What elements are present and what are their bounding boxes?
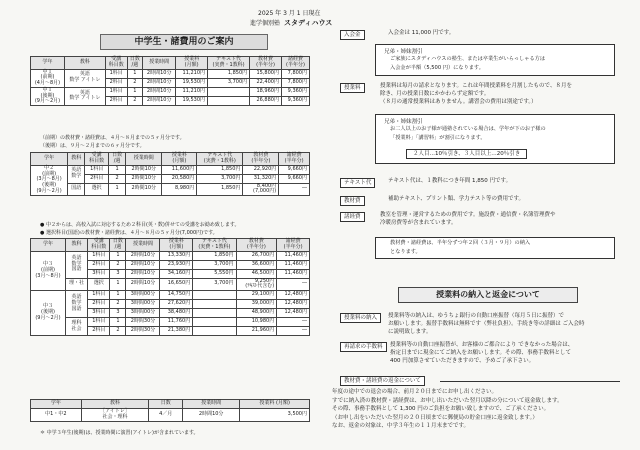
table4-note: ＊ 中学３年生(後期)は、授業時間に演習(アイトレ)が含まれています。: [40, 430, 199, 436]
aitore-fee-table: [30, 399, 310, 422]
misc-fee-text: [380, 212, 556, 228]
grade-cell: 中３ (前期) (3月～8月): [31, 251, 66, 291]
material-fee-text: 補助テキスト、プリント類、学力テスト等の費用です。: [388, 196, 525, 202]
text-fee-text: テキスト代は、１教科につき年間 1,850 円です。: [388, 178, 512, 184]
table-cell: 2時間10分: [183, 409, 240, 422]
reissue-fee-label: 再請求の手数料: [340, 342, 387, 352]
grade-cell: 中１ (後期) (9月～2月): [31, 87, 65, 105]
payment-line-2: お願いします。振替手数料は無料です（弊社負担）。手続き等の詳細は ご入会時: [388, 320, 585, 327]
tuition-discount-title: 兄弟・姉妹割引: [384, 119, 423, 125]
table-cell: 7,800円: [281, 69, 309, 78]
table-cell: 1: [109, 165, 126, 174]
column-header: 授業料 (月額): [162, 153, 197, 166]
tuition-line-2: 除き、月の授業日数にかかわらず定額です。: [380, 90, 490, 97]
column-header: 学年: [31, 400, 82, 409]
table-cell: 12,480円: [277, 300, 310, 309]
table-cell: 27,620円: [160, 300, 193, 309]
table-cell: 1,850円: [197, 183, 243, 196]
table-cell: [193, 318, 236, 327]
column-header: 授業料 (月額): [240, 400, 310, 409]
table-cell: 11,210円: [176, 69, 208, 78]
table-row: [31, 69, 310, 78]
table-cell: 23,930円: [160, 260, 193, 269]
table-cell: 12,480円: [277, 309, 310, 318]
tuition-discount-line-1: お二人以上のお子様が通塾されている場合は、学年が下のお子様の: [390, 126, 546, 132]
table-cell: 2時間10分: [143, 87, 176, 96]
table-cell: [208, 87, 250, 96]
table-cell: 1科目: [85, 165, 109, 174]
table-cell: 3,700円: [193, 260, 236, 269]
table-cell: 2時間10分: [126, 251, 160, 260]
refund-label: 教材費・諸経費の返金について: [340, 376, 425, 386]
table-cell: 3,700円: [208, 78, 250, 87]
column-header: 授業時間: [183, 400, 240, 409]
subject-cell: 英語 数学 アイトレ: [64, 69, 105, 87]
payment-text: [388, 313, 585, 337]
column-header: 授業時間: [143, 57, 176, 70]
discount-rate-chip: ２人目…10％引き、３人目以上…20％引き: [406, 149, 527, 159]
table-cell: 2時間10分: [143, 78, 176, 87]
column-header: 日数: [149, 400, 183, 409]
column-header: テキスト代 (実費・1教科): [208, 57, 250, 70]
table-cell: 9,250円 (ﾃｷｽﾄ代含む): [236, 278, 277, 291]
admission-text: 入会金は 11,000 円です。: [388, 30, 455, 36]
table-row: [31, 278, 310, 291]
table-cell: 1: [109, 183, 126, 196]
table-cell: 2科目: [105, 78, 127, 87]
table-cell: 3科目: [88, 269, 110, 278]
grade3-fee-table: [30, 238, 310, 336]
payment-label: 授業料の納入: [340, 313, 381, 323]
table-cell: 選択: [88, 278, 110, 291]
table-cell: 2: [127, 96, 143, 105]
grade-cell: 中１ (前期) (4月～8月): [31, 69, 65, 87]
table-cell: 11,460円: [277, 260, 310, 269]
column-header: 学年: [31, 57, 65, 70]
subject-cell: 英語 数学 国語: [65, 251, 87, 278]
misc-fee-label: 諸経費: [340, 212, 365, 222]
table-cell: 1科目: [88, 291, 110, 300]
admission-sibling-line-2: 入会金が半額（5,500 円）になります。: [390, 65, 484, 71]
column-header: 授業時間: [126, 239, 160, 252]
subject-cell: 英語 数学: [68, 165, 85, 183]
column-header: 教材費 (半年分): [243, 153, 279, 166]
table-cell: 21,960円: [236, 327, 277, 336]
table-cell: 11,600円: [162, 165, 197, 174]
table-cell: 8,400円 (7,000円): [243, 183, 279, 196]
table-cell: 13,330円: [160, 251, 193, 260]
table-cell: 1,850円: [208, 69, 250, 78]
refund-text: [332, 388, 563, 431]
table-cell: 2科目: [85, 174, 109, 183]
table-header-row: [31, 57, 310, 70]
table-cell: 2科目: [88, 260, 110, 269]
table-cell: 22,400円: [250, 78, 282, 87]
table-cell: 16,650円: [160, 278, 193, 291]
table-cell: 3時間00分: [126, 309, 160, 318]
semester-payment-box: [375, 237, 615, 259]
table-cell: 9,360円: [281, 96, 309, 105]
table-cell: 2時間10分: [126, 269, 160, 278]
table-cell: 1: [110, 251, 126, 260]
table-header-row: [31, 153, 310, 166]
school-name: スタディハウス: [284, 19, 333, 27]
table-cell: 3,700円: [197, 174, 243, 183]
column-header: 教材費 (半年分): [236, 239, 277, 252]
table-cell: 3,700円: [193, 278, 236, 291]
column-header: 日数 /週: [109, 153, 126, 166]
admission-sibling-line-1: ご家族にスタディハウスの塾生、または卒業生がいらっしゃる方は: [390, 56, 546, 62]
table-header-row: [31, 239, 310, 252]
column-header: 教科: [68, 153, 85, 166]
table-cell: 1: [127, 69, 143, 78]
page-title: 中学生・諸費用のご案内: [100, 34, 268, 50]
table-cell: 4／月: [149, 409, 183, 422]
table-cell: 11,760円: [160, 318, 193, 327]
table-cell: 31,320円: [243, 174, 279, 183]
grade1-fee-table: [30, 56, 310, 106]
table-cell: ―: [277, 278, 310, 291]
column-header: 受講 科目数: [85, 153, 109, 166]
column-header: 受講 科目数: [105, 57, 127, 70]
table-cell: [208, 96, 250, 105]
table-cell: 10,980円: [236, 318, 277, 327]
table-cell: 2時間10分: [143, 69, 176, 78]
table-cell: [193, 300, 236, 309]
reissue-line-3: 400 円加算させていただきますので、予めご了承下さい。: [390, 357, 535, 364]
material-fee-label: 教材費: [340, 196, 365, 206]
table-cell: 9,660円: [279, 165, 310, 174]
tuition-line-3: （８月の通常授業料はありません。講習会の費用は別途です。）: [380, 98, 537, 105]
column-header: 学年: [31, 239, 66, 252]
table-cell: 1: [110, 318, 126, 327]
table-cell: 12,480円: [277, 291, 310, 300]
table-row: [31, 318, 310, 327]
reissue-text: [390, 342, 573, 366]
misc-line-1: 教室を管理・運営するための費用です。施設費・通信費・名簿管理費や: [380, 212, 556, 218]
table-cell: 2時間30分: [126, 327, 160, 336]
table-cell: 11,460円: [277, 269, 310, 278]
table-cell: 39,000円: [236, 300, 277, 309]
table-cell: 7,800円: [281, 78, 309, 87]
payment-section-title: 授業料の納入と返金について: [398, 287, 578, 303]
table-cell: ―: [277, 327, 310, 336]
table-cell: 1科目: [105, 69, 127, 78]
table-cell: 9,360円: [281, 87, 309, 96]
column-header: 日数 /週: [110, 239, 126, 252]
column-header: 教科: [81, 400, 149, 409]
table-cell: 1科目: [88, 251, 110, 260]
table-cell: [193, 309, 236, 318]
table-cell: 29,100円: [236, 291, 277, 300]
table-cell: 2科目: [88, 300, 110, 309]
table-cell: 11,210円: [176, 87, 208, 96]
table-cell: 3: [110, 269, 126, 278]
table-cell: 2: [127, 78, 143, 87]
table-cell: 2時間10分: [126, 165, 162, 174]
table-cell: 2時間30分: [126, 318, 160, 327]
refund-line-3: その際、事務手数料として 1,300 円のご負担をお願い致しますので、ご了承ください。: [332, 406, 550, 413]
table-row: [31, 409, 310, 422]
table-cell: 2時間10分: [126, 183, 162, 196]
table-cell: 2時間10分: [126, 260, 160, 269]
column-header: 諸経費 (半年分): [281, 57, 309, 70]
column-header: 教科: [64, 57, 105, 70]
column-header: 教科: [65, 239, 87, 252]
table2-note-1: ● 中２からは、高校入試に対応するため２科目(英・数)併せての受講をお勧め致します。: [40, 222, 240, 228]
table-cell: 3: [110, 309, 126, 318]
column-header: 日数 /週: [127, 57, 143, 70]
reissue-line-2: 指定日までに現金にてご納入をお願いします。その際、事務手数料として: [390, 349, 572, 356]
grade2-fee-table: [30, 152, 310, 196]
table-cell: 1,850円: [197, 165, 243, 174]
table-row: [31, 183, 310, 196]
table1-note-1: （前期）の教材費・諸経費は、４月～８月までの５ヶ月分です。: [40, 135, 185, 141]
table-cell: 38,480円: [160, 309, 193, 318]
table-cell: 2: [110, 327, 126, 336]
table-cell: 1,850円: [193, 251, 236, 260]
column-header: 教材費 (半年分): [250, 57, 282, 70]
grade-cell: 中２ (前期) (3月～8月) (後期) (9月～2月): [31, 165, 68, 196]
table-cell: 2: [110, 260, 126, 269]
subject-cell: 国語: [68, 183, 85, 196]
school-prefix: 進学個別塾: [250, 20, 281, 27]
table-cell: ―: [279, 183, 310, 196]
admission-sibling-title: 兄弟・姉妹割引: [384, 49, 423, 55]
table-cell: 15,800円: [250, 69, 282, 78]
table2-note-2: ● 選択科目(国語)の教材費・諸経費は、４月～８月の５ヶ月分(7,000円)です。: [40, 230, 218, 236]
table-cell: 2科目: [88, 327, 110, 336]
table-cell: 2: [109, 174, 126, 183]
table-cell: 22,920円: [243, 165, 279, 174]
table-cell: 19,530円: [176, 96, 208, 105]
column-header: テキスト代 (実費・1教科): [197, 153, 243, 166]
tuition-text: [380, 83, 572, 107]
subject-cell: 理科 社会: [65, 318, 87, 336]
table-cell: 2時間10分: [126, 278, 160, 291]
table-cell: 選択: [85, 183, 109, 196]
admission-label: 入会金: [340, 30, 365, 40]
table-cell: 3時間00分: [126, 300, 160, 309]
table-cell: 2時間10分: [126, 174, 162, 183]
subject-cell: 理・社: [65, 278, 87, 291]
school-header: [250, 18, 332, 28]
table-cell: 20,580円: [162, 174, 197, 183]
table-cell: 2: [110, 300, 126, 309]
misc-line-2: 冷暖房費等が含まれています。: [380, 219, 457, 226]
column-header: 受講 科目数: [88, 239, 110, 252]
table-row: [31, 251, 310, 260]
table-row: [31, 165, 310, 174]
reissue-line-1: 授業料等の自動口座振替が、お客様のご都合により できなかった場合は、: [390, 342, 574, 348]
table-cell: 46,500円: [236, 269, 277, 278]
table-cell: ［アイトレ］ 社会・理科: [81, 409, 149, 422]
table-cell: 34,160円: [160, 269, 193, 278]
table-cell: [193, 327, 236, 336]
semester-line-1: 教材費・諸経費は、半年分ずつ年２回（３月・９月）の納入: [390, 240, 531, 246]
table-cell: 3科目: [88, 309, 110, 318]
column-header: 諸経費 (半年分): [277, 239, 310, 252]
tuition-label: 授業料: [340, 83, 365, 93]
table-cell: 26,700円: [236, 251, 277, 260]
table-cell: 1科目: [88, 318, 110, 327]
table-cell: 36,600円: [236, 260, 277, 269]
table-row: [31, 291, 310, 300]
subject-cell: 英語 数学 アイトレ: [64, 87, 105, 105]
table-cell: 3時間00分: [126, 291, 160, 300]
table-cell: 2時間10分: [143, 96, 176, 105]
table-cell: 21,380円: [160, 327, 193, 336]
table-cell: 1: [110, 278, 126, 291]
column-header: テキスト代 (実費・1教科): [193, 239, 236, 252]
refund-line-1: 年度の途中での退会の場合、前月２０日までにお申し出ください。: [332, 389, 498, 395]
table-cell: 5,550円: [193, 269, 236, 278]
column-header: 授業時間: [126, 153, 162, 166]
payment-line-1: 授業料等の納入は、ゆうちょ銀行の自動口座振替（毎月５日に振替）で: [388, 313, 565, 319]
table-cell: 1: [127, 87, 143, 96]
table-cell: ―: [277, 318, 310, 327]
admission-sibling-box: [375, 44, 615, 76]
table-cell: 1科目: [105, 87, 127, 96]
refund-line-5: なお、返金の対象は、中学３年生の１１月末までです。: [332, 423, 470, 430]
semester-line-2: となります。: [390, 249, 421, 255]
table1-note-2: （後期）は、９月～２月までの６ヶ月分です。: [40, 143, 145, 149]
table-cell: [193, 291, 236, 300]
table-cell: 26,880円: [250, 96, 282, 105]
table-cell: 3,500円: [240, 409, 310, 422]
table-cell: 19,530円: [176, 78, 208, 87]
tuition-discount-line-2: 「授業料」「講習料」が割引になります。: [390, 135, 486, 141]
table-header-row: [31, 400, 310, 409]
table-cell: 1: [110, 291, 126, 300]
subject-cell: 英語 数学 国語: [65, 291, 87, 318]
table-cell: 48,900円: [236, 309, 277, 318]
table-cell: 2科目: [105, 96, 127, 105]
refund-divider: [440, 381, 620, 382]
table-cell: 11,460円: [277, 251, 310, 260]
table-cell: 18,960円: [250, 87, 282, 96]
column-header: 諸経費 (半年分): [279, 153, 310, 166]
table-cell: 9,660円: [279, 174, 310, 183]
refund-line-2: すでに納入済の教材費・諸経費は、お申し出いただいた翌月以降の分について返金致します。: [332, 397, 563, 404]
table-cell: 8,980円: [162, 183, 197, 196]
tuition-discount-box: [375, 114, 615, 164]
column-header: 授業料 (月額): [160, 239, 193, 252]
document-date: 2025 年 3 月 1 日現在: [258, 10, 321, 17]
table-row: [31, 87, 310, 96]
column-header: 学年: [31, 153, 68, 166]
table-cell: 14,750円: [160, 291, 193, 300]
grade-cell: 中３ (後期) (9月～2月): [31, 291, 66, 336]
text-fee-label: テキスト代: [340, 178, 375, 188]
refund-line-4: （お申し出をいただいた翌月の２０日頃までに郵便局の貯金口座に返金致します。）: [332, 414, 538, 421]
column-header: 授業料 (月額): [176, 57, 208, 70]
table-cell: 中1・中2: [31, 409, 82, 422]
tuition-line-1: 授業料は毎月の請求となります。これは年間授業料を月割したもので、８月を: [380, 83, 572, 89]
payment-line-3: に説明致します。: [388, 328, 432, 335]
